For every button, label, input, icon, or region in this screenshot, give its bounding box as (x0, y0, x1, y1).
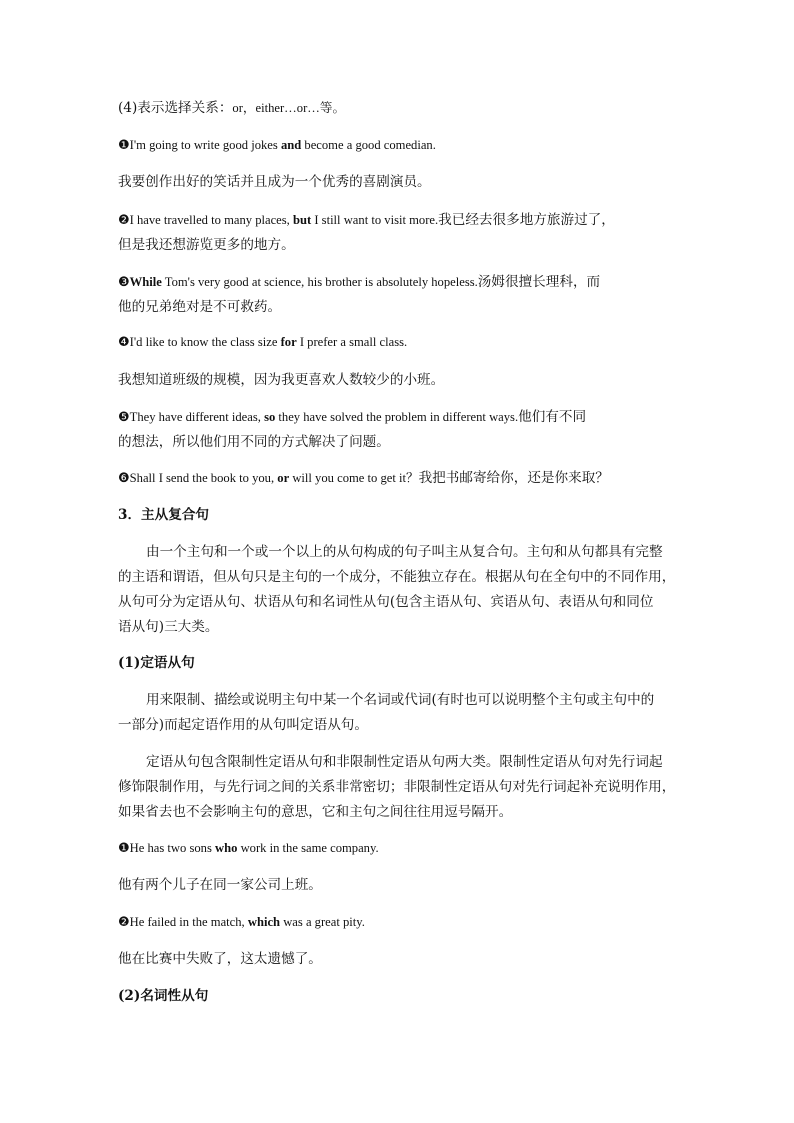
text: (4)表示选择关系： (118, 100, 233, 116)
text: Tom's very good at science, his brother is absolutely hopeless. (161, 275, 478, 289)
number-6-icon: ❻ (118, 471, 130, 486)
paragraph-3-line-2: 修饰限制作用，与先行词之间的关系非常密切；非限制性定语从句对先行词起补充说明作用， (118, 779, 676, 795)
text: work in the same company. (237, 841, 379, 855)
number-4-icon: ❹ (118, 335, 130, 350)
text: I'd like to know the class size (129, 335, 281, 349)
text: He failed in the match, (129, 915, 248, 929)
example-5-line-1 (118, 405, 678, 430)
paragraph-1-line-2: 的主语和谓语，但从句只是主句的一个成分，不能独立存在。根据从句在全句中的不同作用， (118, 569, 676, 585)
section-heading-complex-sentence: 3．主从复合句 (118, 507, 210, 523)
example-1-en (118, 133, 678, 158)
example-4-cn: 我想知道班级的规模，因为我更喜欢人数较少的小班。 (118, 372, 445, 388)
text: They have different ideas, (129, 410, 265, 424)
paragraph-1-line-4: 语从句)三大类。 (118, 619, 219, 635)
example-2-line-2: 但是我还想游览更多的地方。 (118, 237, 295, 253)
paragraph-1-line-1: 由一个主句和一个或一个以上的从句构成的句子叫主从复合句。主句和从句都具有完整 (146, 544, 663, 560)
text: I still want to visit more. (311, 213, 439, 227)
paragraph-2-line-2: 一部分)而起定语作用的从句叫定语从句。 (118, 717, 368, 733)
subheading-noun-clause: (2)名词性从句 (118, 988, 209, 1004)
paragraph-3-line-3: 如果省去也不会影响主句的意思，它和主句之间往往用逗号隔开。 (118, 804, 513, 820)
example-4-en (118, 330, 678, 355)
example-3-line-1 (118, 270, 678, 295)
attributive-example-2-cn: 他在比赛中失败了，这太遗憾了。 (118, 951, 322, 967)
number-3-icon: ❸ (118, 275, 130, 290)
example-5-line-2: 的想法，所以他们用不同的方式解决了问题。 (118, 434, 390, 450)
keyword: who (215, 841, 238, 855)
number-2-icon: ❷ (118, 915, 130, 930)
text: 我把书邮寄给你，还是你来取？ (418, 470, 609, 486)
text: they have solved the problem in different ways. (275, 410, 519, 424)
text: or，either…or…等。 (232, 101, 346, 115)
text: I'm going to write good jokes (129, 138, 281, 152)
text: become a good comedian. (301, 138, 436, 152)
number-1-icon: ❶ (118, 841, 130, 856)
keyword: so (264, 410, 276, 424)
example-3-line-2: 他的兄弟绝对是不可救药。 (118, 299, 282, 315)
example-1-cn: 我要创作出好的笑话并且成为一个优秀的喜剧演员。 (118, 174, 431, 190)
keyword: or (277, 471, 290, 485)
line-choice-relation (118, 96, 678, 121)
text: 我已经去很多地方旅游过了， (438, 212, 615, 228)
attributive-example-1-cn: 他有两个儿子在同一家公司上班。 (118, 877, 322, 893)
text: was a great pity. (280, 915, 365, 929)
attributive-example-1-en (118, 836, 678, 861)
paragraph-1-line-3: 从句可分为定语从句、状语从句和名词性从句(包含主语从句、宾语从句、表语从句和同位 (118, 594, 654, 610)
keyword: for (280, 335, 297, 349)
number-5-icon: ❺ (118, 410, 130, 425)
keyword: and (280, 138, 302, 152)
text: 他们有不同 (518, 409, 587, 425)
attributive-example-2-en (118, 910, 678, 935)
text: I prefer a small class. (296, 335, 408, 349)
text: 汤姆很擅长理科，而 (477, 274, 601, 290)
text: He has two sons (129, 841, 216, 855)
text: will you come to get it？ (289, 471, 419, 485)
example-2-line-1 (118, 208, 678, 233)
number-1-icon: ❶ (118, 138, 130, 153)
number-2-icon: ❷ (118, 213, 130, 228)
text: I have travelled to many places, (129, 213, 293, 227)
keyword: but (292, 213, 312, 227)
paragraph-2-line-1: 用来限制、描绘或说明主句中某一个名词或代词(有时也可以说明整个主句或主句中的 (146, 692, 655, 708)
paragraph-3-line-1: 定语从句包含限制性定语从句和非限制性定语从句两大类。限制性定语从句对先行词起 (146, 754, 663, 770)
example-6 (118, 466, 678, 491)
keyword: which (247, 915, 281, 929)
keyword: While (129, 275, 162, 289)
subheading-attributive-clause: (1)定语从句 (118, 655, 195, 671)
text: Shall I send the book to you, (129, 471, 278, 485)
